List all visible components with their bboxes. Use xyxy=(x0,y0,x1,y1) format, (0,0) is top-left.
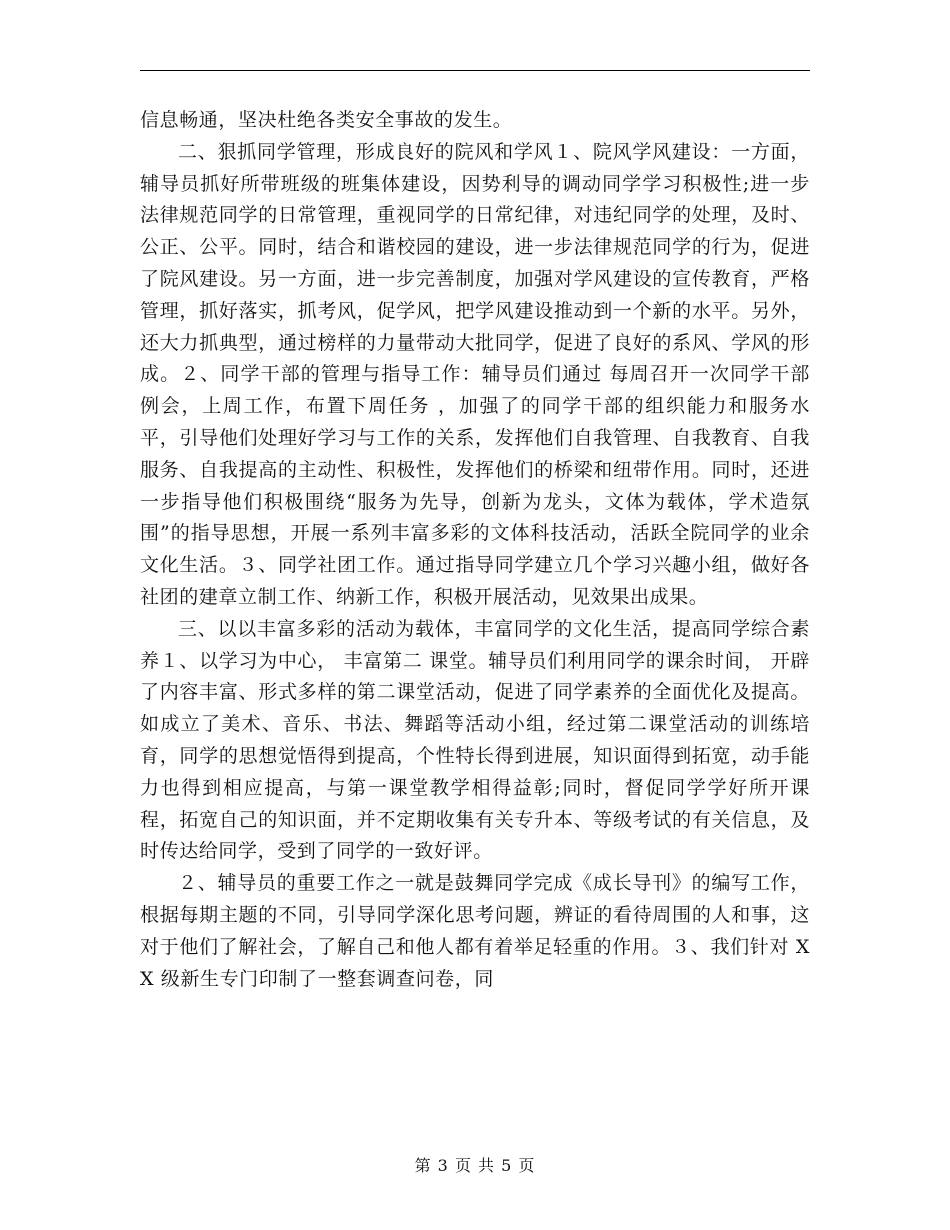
paragraph-growth-guide: ２、辅导员的重要工作之一就是鼓舞同学完成《成长导刊》的编写工作，根据每期主题的不同，引导同学深化思考问题，辨证的看待周围的人和事，这对于他们了解社会，了解自己和他人都有着举足轻重的作用。３、我们针对 XX 级新生专门印制了一整套调查问卷，同 xyxy=(140,872,810,990)
page-footer: 第 3 页 共 5 页 xyxy=(414,1156,536,1175)
header-rule xyxy=(140,70,810,71)
document-body xyxy=(140,105,810,995)
paragraph-student-management: 二、狠抓同学管理，形成良好的院风和学风１、院风学风建设：一方面，辅导员抓好所带班级的班集体建设，因势利导的调动同学学习积极性;进一步法律规范同学的日常管理，重视同学的日常纪律，对违纪同学的处理，及时、公正、公平。同时，结合和谐校园的建设，进一步法律规范同学的行为，促进了院风建设。另一方面，进一步完善制度，加强对学风建设的宣传教育，严格管理，抓好落实，抓考风，促学风，把学风建设推动到一个新的水平。另外，还大力抓典型，通过榜样的力量带动大批同学，促进了良好的系风、学风的形成。２、同学干部的管理与指导工作：辅导员们通过 每周召开一次同学干部例会，上周工作，布置下周任务 ，加强了的同学干部的组织能力和服务水平，引导他们处理好学习与工作的关系，发挥他们自我管理、自我教育、自我服务、自我提高的主动性、积极性，发挥他们的桥梁和纽带作用。同时，还进一步指导他们积极围绕“服务为先导，创新为龙头，文体为载体，学术造氛围”的指导思想，开展一系列丰富多彩的文体科技活动，活跃全院同学的业余文化生活。３、同学社团工作。通过指导同学建立几个学习兴趣小组，做好各社团的建章立制工作、纳新工作，积极开展活动，见效果出成果。 xyxy=(140,140,810,608)
paragraph-continuation: 信息畅通，坚决杜绝各类安全事故的发生。 xyxy=(140,109,513,131)
paragraph-activities: 三、以以丰富多彩的活动为载体，丰富同学的文化生活，提高同学综合素养１、以学习为中心， 丰富第二 课堂。辅导员们利用同学的课余时间， 开辟了内容丰富、形式多样的第二课堂活动，促进了同学素养的全面优化及提高。如成立了美术、音乐、书法、舞蹈等活动小组，经过第二课堂活动的训练培育，同学的思想觉悟得到提高，个性特长得到进展，知识面得到拓宽，动手能力也得到相应提高，与第一课堂教学相得益彰;同时，督促同学学好所开课程，拓宽自己的知识面，并不定期收集有关专升本、等级考试的有关信息，及时传达给同学，受到了同学的一致好评。 xyxy=(140,617,810,863)
